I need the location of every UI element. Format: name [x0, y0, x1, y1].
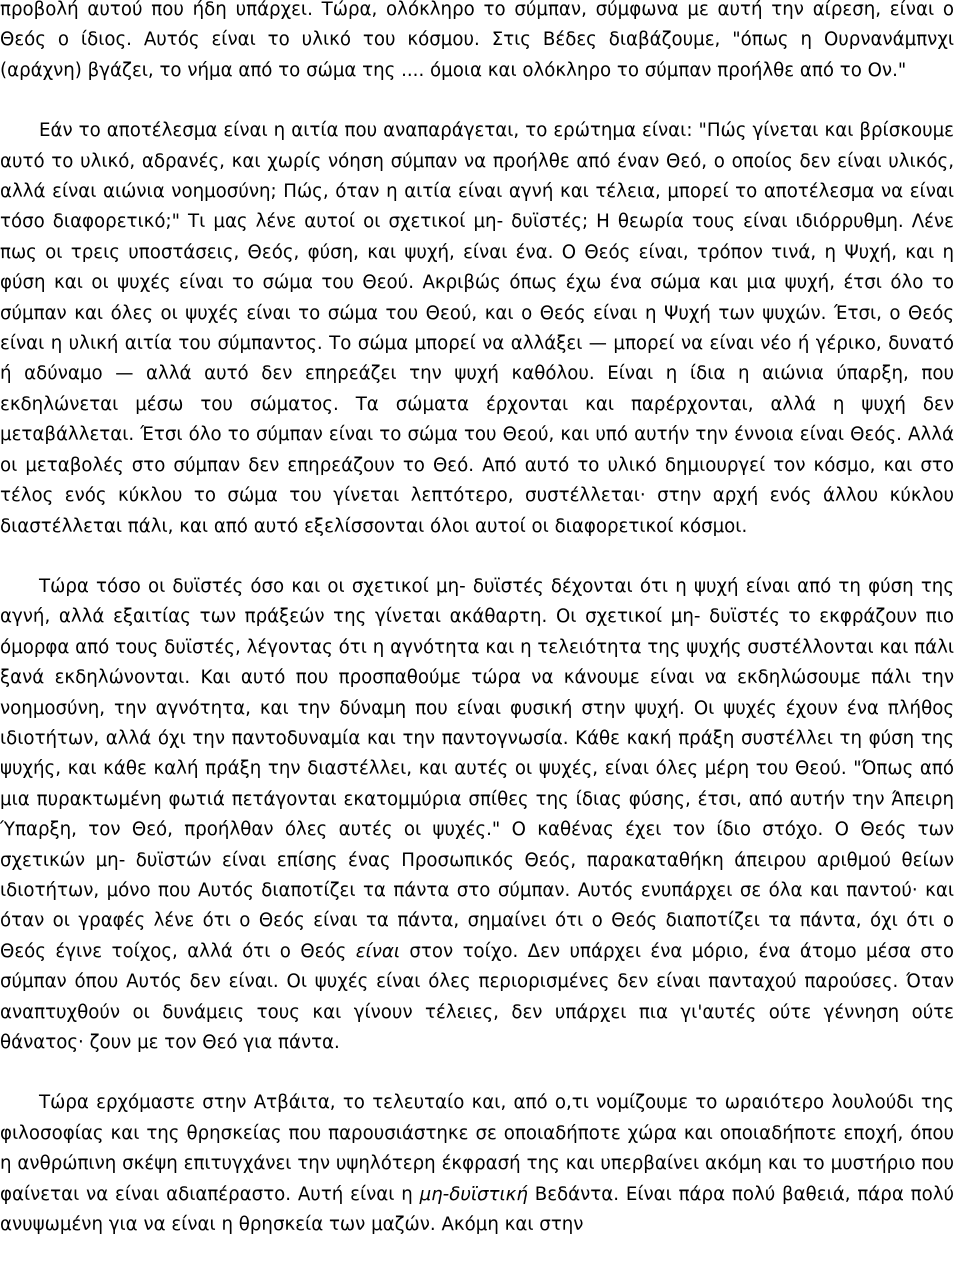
text-run: Εάν το αποτέλεσμα είναι η αιτία που αναπαράγεται, το ερώτημα είναι: "Πώς γίνεται και βρίσκουμε αυτό το υλικό, αδρανές, και χωρίς νόηση σύμπαν να προήλθε από έναν Θεό, ο οποίος δεν είναι υλικός, αλλά είναι αιώνια νοημοσύνη; Πώς, όταν η αιτία είναι αγνή και τέλεια, μπορεί το αποτέλεσμα να είναι τόσο διαφορετικό;" Τι μας λένε αυτοί οι σχετικοί μη- δυϊστές; Η θεωρία τους είναι ιδιόρρυθμη. Λένε πως οι τρεις υποστάσεις, Θεός, φύση, και ψυχή, είναι ένα. Ο Θεός είναι, τρόπον τινά, η Ψυχή, και η φύση και οι ψυχές είναι το σώμα του Θεού. Ακριβώς όπως έχω ένα σώμα και μια ψυχή, έτσι όλο το σύμπαν και όλες οι ψυχές είναι το σώμα του Θεού, και ο Θεός είναι η Ψυχή των ψυχών. Έτσι, ο Θεός είναι η υλική αιτία του σύμπαντος. Το σώμα μπορεί να αλλάξει — μπορεί να είναι νέο ή γέρικο, δυνατό ή αδύναμο — αλλά αυτό δεν επηρεάζει την ψυχή καθόλου. Είναι η ίδια η αιώνια ύπαρξη, που εκδηλώνεται μέσω του σώματος. Τα σώματα έρχονται και παρέρχονται, αλλά η ψυχή δεν μεταβάλλεται. Έτσι όλο το σύμπαν είναι το σώμα του Θεού, και υπό αυτήν την έννοια είναι Θεός. Αλλά οι μεταβολές στο σύμπαν δεν επηρεάζουν το Θεό. Από αυτό το υλικό δημιουργεί τον κόσμο, και στο τέλος ενός κύκλου το σώμα του γίνεται λεπτότερο, συστέλλεται· στην αρχή ενός άλλου κύκλου διαστέλλεται πάλι, και από αυτό εξελίσσονται όλοι αυτοί οι διαφορετικοί κόσμοι. [0, 120, 954, 537]
text-run: Τώρα ερχόμαστε στην Ατβάιτα, το τελευταίο και, από ο,τι νομίζουμε το ωραιότερο λουλούδι της φιλοσοφίας και της θρησκείας που παρουσιάστηκε σε οποιαδήποτε χώρα και οποιαδήποτε εποχή, όπου η ανθρώπινη σκέψη επιτυγχάνει την υψηλότερη έκφρασή της και υπερβαίνει ακόμη και το μυστήριο που φαίνεται να είναι αδιαπέραστο. Αυτή είναι η [0, 1092, 954, 1205]
text-run: στον τοίχο. Δεν υπάρχει ένα μόριο, ένα άτομο μέσα στο σύμπαν όπου Αυτός δεν είναι. Οι ψυχές είναι όλες περιορισμένες δεν είναι πανταχού παρούσες. Όταν αναπτυχθούν οι δυνάμεις τους και γίνουν τέλειες, δεν υπάρχει πια γι'αυτές ούτε γέννηση ούτε θάνατος· ζουν με τον Θεό για πάντα. [0, 940, 954, 1053]
text-run: Τώρα τόσο οι δυϊστές όσο και οι σχετικοί μη- δυϊστές δέχονται ότι η ψυχή είναι από τη φύση της αγνή, αλλά εξαιτίας των πράξεών της γίνεται ακάθαρτη. Οι σχετικοί μη- δυϊστές το εκφράζουν πιο όμορφα από τους δυϊστές, λέγοντας ότι η αγνότητα και η τελειότητα της ψυχής συστέλλονται και πάλι ξανά εκδηλώνονται. Και αυτό που προσπαθούμε τώρα να κάνουμε είναι να εκδηλώσουμε πάλι την νοημοσύνη, την αγνότητα, και την δύναμη που είναι φυσική στην ψυχή. Οι ψυχές έχουν ένα πλήθος ιδιοτήτων, αλλά όχι την παντοδυναμία και την παντογνωσία. Κάθε κακή πράξη συστέλλει τη φύση της ψυχής, και κάθε καλή πράξη την διαστέλλει, και αυτές οι ψυχές, είναι όλες μέρη του Θεού. "Όπως από μια πυρακτωμένη φωτιά πετάγονται εκατομμύρια σπίθες της ίδιας φύσης, έτσι, από αυτήν την Άπειρη Ύπαρξη, τον Θεό, προήλθαν όλες αυτές οι ψυχές." Ο καθένας έχει τον ίδιο στόχο. Ο Θεός των σχετικών μη- δυϊστών είναι επίσης ένας Προσωπικός Θεός, παρακαταθήκη άπειρου αριθμού θείων ιδιοτήτων, μόνο που Αυτός διαποτίζει τα πάντα στο σύμπαν. Αυτός ενυπάρχει σε όλα και παντού· και όταν οι γραφές λένε ότι ο Θεός είναι τα πάντα, σημαίνει ότι ο Θεός διαποτίζει τα πάντα, όχι ότι ο Θεός έγινε τοίχος, αλλά ότι ο Θεός [0, 575, 954, 962]
paragraph-3 [0, 572, 954, 1059]
paragraph-2 [0, 116, 954, 542]
italic-emphasis: είναι [355, 940, 400, 962]
paragraph-4 [0, 1088, 954, 1240]
italic-emphasis: μη-δυϊστική [419, 1183, 528, 1205]
paragraph-1 [0, 0, 954, 86]
text-run: προβολή αυτού που ήδη υπάρχει. Τώρα, ολόκληρο το σύμπαν, σύμφωνα με αυτή την αίρεση, είναι ο Θεός ο ίδιος. Αυτός είναι το υλικό του κόσμου. Στις Βέδες διαβάζουμε, "όπως η Ουρνανάμπνχι (αράχνη) βγάζει, το νήμα από το σώμα της .... όμοια και ολόκληρο το σύμπαν προήλθε από το Ον." [0, 0, 954, 81]
text-run: Βεδάντα. Είναι πάρα πολύ βαθειά, πάρα πολύ ανυψωμένη για να είναι η θρησκεία των μαζών. Ακόμη και στην [0, 1183, 954, 1236]
